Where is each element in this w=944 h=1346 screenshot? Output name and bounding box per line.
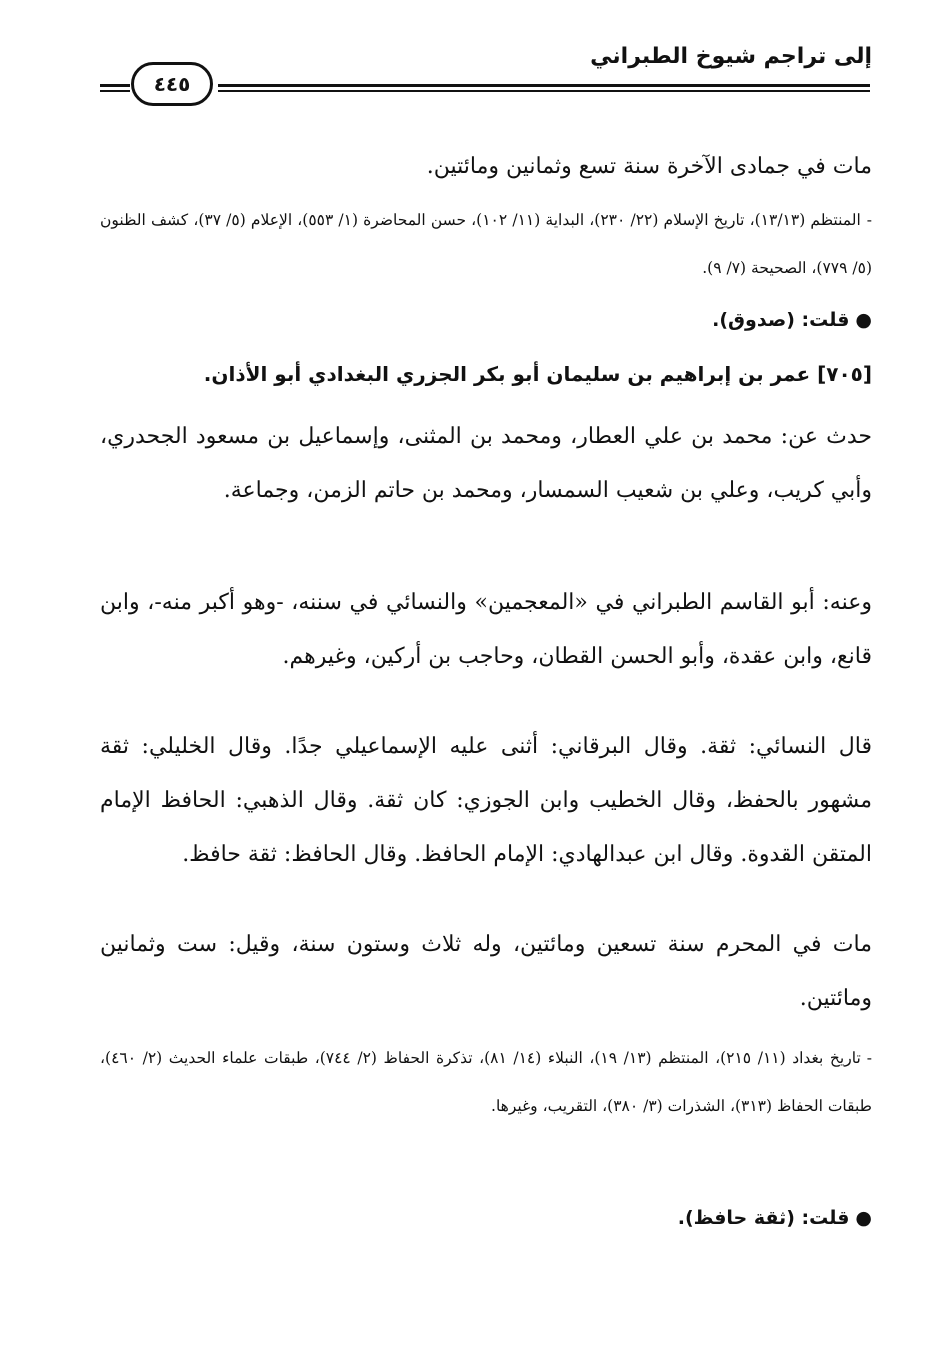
sources-note-2-text: تاريخ بغداد (١١/ ٢١٥)، المنتظم (١٣/ ١٩)، النبلاء (١٤/ ٨١)، تذكرة الحفاظ (٢/ ٧٤٤)، طبقات علماء الحديث (٢/ ٤٦٠)، طبقات الحفاظ (٣١٣)، الشذرات (٣/ ٣٨٠)، التقريب، وغيرها. — [100, 1049, 872, 1115]
sources-note-2 — [100, 1034, 872, 1130]
sources-note-1-text: المنتظم (١٣/١٣)، تاريخ الإسلام (٢٢/ ٢٣٠)، البداية (١١/ ١٠٢)، حسن المحاضرة (١/ ٥٥٣)، الإعلام (٥/ ٣٧)، كشف الظنون (٥/ ٧٧٩)، الصحيحة (٧/ ٩). — [100, 211, 872, 277]
bullet-icon: ● — [855, 309, 872, 331]
verdict-2-text: قلت: (ثقة حافظ). — [677, 1207, 850, 1229]
verdict-1 — [100, 300, 872, 340]
entry-heading: [٧٠٥] عمر بن إبراهيم بن سليمان أبو بكر الجزري البغدادي أبو الأذان. — [203, 362, 872, 386]
narrated-from-paragraph: حدث عن: محمد بن علي العطار، ومحمد بن المثنى، وإسماعيل بن مسعود الجحدري، وأبي كريب، وعلي بن شعيب السمسار، ومحمد بن حاتم الزمن، وجماعة. — [100, 424, 872, 503]
note-dash: - — [866, 211, 873, 229]
header-rule-left — [100, 84, 130, 87]
header-rule — [218, 84, 870, 87]
bullet-icon: ● — [855, 1207, 872, 1229]
verdict-2 — [100, 1198, 872, 1238]
death-paragraph-1: مات في جمادى الآخرة سنة تسع وثمانين ومائتين. — [426, 154, 872, 179]
header-rule-thin — [218, 90, 870, 92]
header-rule-left-thin — [100, 90, 130, 92]
running-header-title: إلى تراجم شيوخ الطبراني — [590, 44, 872, 69]
verdict-1-text: قلت: (صدوق). — [712, 309, 850, 331]
page-number: ٤٤٥ — [131, 62, 213, 106]
note-dash: - — [866, 1049, 873, 1067]
grading-paragraph: قال النسائي: ثقة. وقال البرقاني: أثنى عليه الإسماعيلي جدًا. وقال الخليلي: ثقة مشهور بالحفظ، وقال الخطيب وابن الجوزي: كان ثقة. وقال الذهبي: الحافظ الإمام المتقن القدوة. وقال ابن عبدالهادي: الإمام الحافظ. وقال الحافظ: ثقة حافظ. — [100, 734, 873, 867]
death-paragraph-2: مات في المحرم سنة تسعين ومائتين، وله ثلاث وستون سنة، وقيل: ست وثمانين ومائتين. — [100, 932, 872, 1011]
sources-note-1 — [100, 196, 872, 292]
narrators-paragraph: وعنه: أبو القاسم الطبراني في «المعجمين» والنسائي في سننه، -وهو أكبر منه-، وابن قانع، وابن عقدة، وأبو الحسن القطان، وحاجب بن أركين، وغيرهم. — [100, 590, 872, 669]
